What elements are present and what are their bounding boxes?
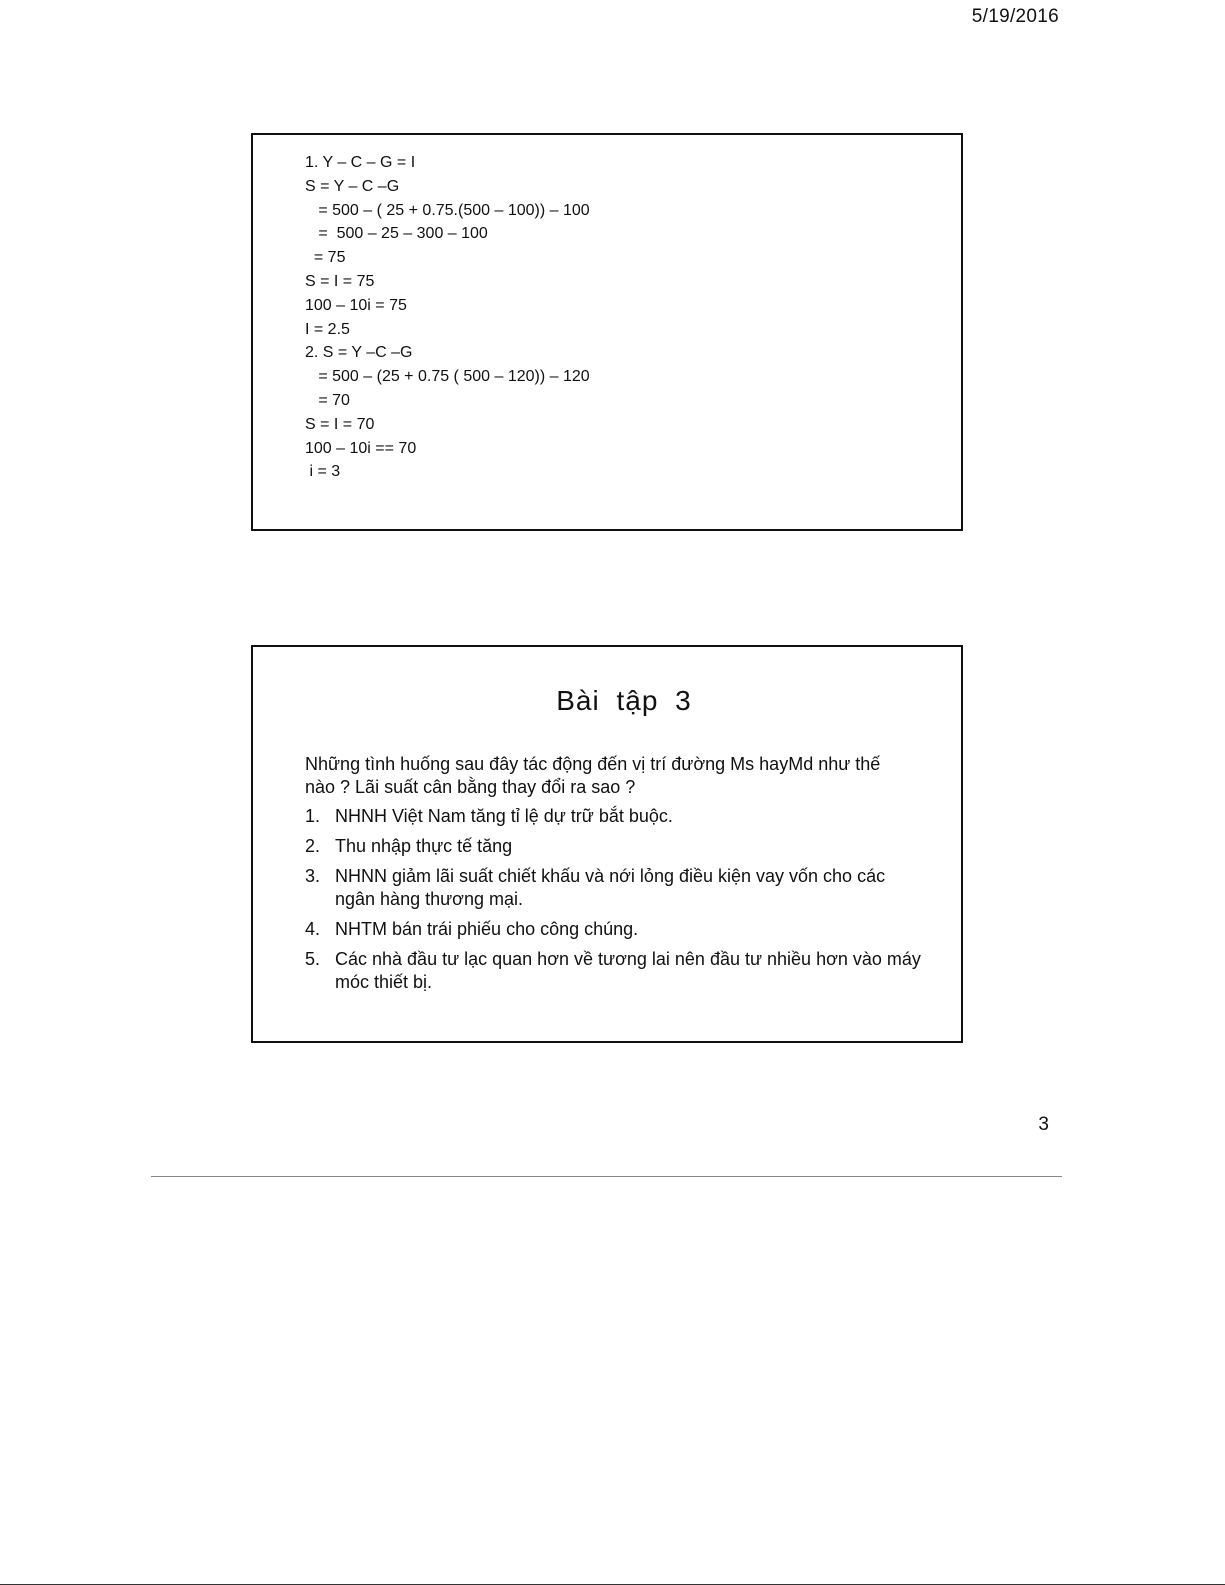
item-text: Các nhà đầu tư lạc quan hơn về tương lai nên đầu tư nhiều hơn vào máy móc thiết bị.: [335, 949, 921, 992]
list-item: [305, 835, 925, 858]
item-text: NHNN giảm lãi suất chiết khấu và nới lỏng điều kiện vay vốn cho các ngân hàng thương mại.: [335, 866, 886, 909]
calc-line: = 75: [305, 249, 346, 267]
footer-divider: [151, 1176, 1062, 1177]
item-text: NHNH Việt Nam tăng tỉ lệ dự trữ bắt buộc.: [335, 806, 673, 826]
calc-line: 100 – 10i = 75: [305, 296, 407, 314]
calc-line: S = I = 75: [305, 272, 375, 290]
calc-line: = 500 – (25 + 0.75 ( 500 – 120)) – 120: [305, 368, 590, 386]
slide-solution: [251, 133, 963, 531]
item-text: NHTM bán trái phiếu cho công chúng.: [335, 919, 639, 939]
list-item: [305, 865, 925, 911]
item-number: 1.: [305, 806, 321, 826]
calc-line: S = Y – C –G: [305, 177, 400, 195]
calc-line: S = I = 70: [305, 415, 375, 433]
calc-line: 100 – 10i == 70: [305, 439, 417, 457]
item-text: Thu nhập thực tế tăng: [335, 836, 513, 856]
item-number: 4.: [305, 919, 321, 939]
calc-line: 2. S = Y –C –G: [305, 344, 413, 362]
calc-line: = 500 – ( 25 + 0.75.(500 – 100)) – 100: [305, 201, 590, 219]
calc-line: = 70: [305, 391, 350, 409]
situation-list: [305, 805, 925, 1001]
slide-title: Bài tập 3: [556, 685, 692, 716]
page-date: 5/19/2016: [971, 6, 1059, 27]
item-number: 2.: [305, 836, 321, 856]
list-item: [305, 948, 925, 994]
slide-exercise-3: [251, 645, 963, 1043]
calc-line: I = 2.5: [305, 320, 350, 338]
calc-line: 1. Y – C – G = I: [305, 154, 416, 171]
item-number: 3.: [305, 866, 321, 886]
calc-line: = 500 – 25 – 300 – 100: [305, 225, 488, 243]
calculation-lines: [305, 151, 590, 484]
list-item: [305, 805, 925, 828]
list-item: [305, 918, 925, 941]
exercise-intro: Những tình huống sau đây tác động đến vị trí đường Ms hayMd như thế nào ? Lãi suất cân bằng thay đổi ra sao ?: [305, 754, 881, 797]
item-number: 5.: [305, 949, 321, 969]
page-number: 3: [1038, 1114, 1049, 1135]
calc-line: i = 3: [305, 463, 341, 481]
